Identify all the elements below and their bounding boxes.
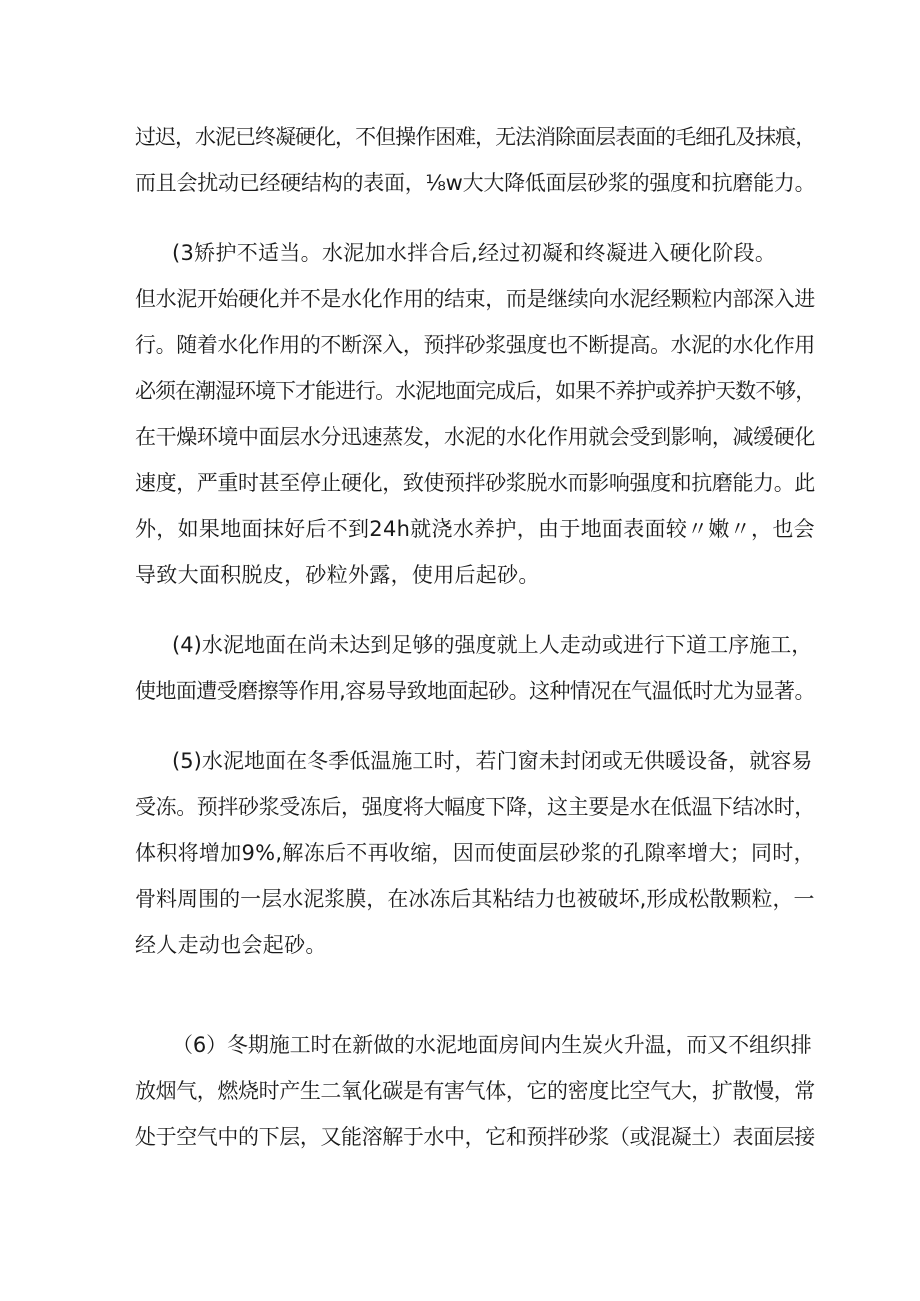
paragraph-3-line-1: (4)水泥地面在尚未达到足够的强度就上人走动或进行下道工序施工，	[172, 633, 813, 657]
paragraph-4-line-1: (5)水泥地面在冬季低温施工时，若门窗未封闭或无供暖设备，就容易	[172, 749, 813, 773]
paragraph-3-line-2: 使地面遭受磨擦等作用,容易导致地面起砂。这种情况在气温低时尤为显著。	[135, 679, 815, 703]
paragraph-2-line-2: 但水泥开始硬化并不是水化作用的结束，而是继续向水泥经颗粒内部深入进	[135, 287, 815, 311]
paragraph-1-line-2: 而且会扰动已经硬结构的表面，⅛w大大降低面层砂浆的强度和抗磨能力。	[135, 171, 816, 195]
paragraph-2-line-8: 导致大面积脱皮，砂粒外露，使用后起砂。	[135, 563, 540, 587]
paragraph-4-line-4: 骨料周围的一层水泥浆膜，在冰冻后其粘结力也被破坏,形成松散颗粒，一	[135, 887, 815, 911]
paragraph-4-line-5: 经人走动也会起砂。	[135, 933, 327, 957]
paragraph-2-line-3: 行。随着水化作用的不断深入，预拌砂浆强度也不断提高。水泥的水化作用	[135, 333, 815, 357]
paragraph-2-line-5: 在干燥环境中面层水分迅速蒸发，水泥的水化作用就会受到影响，减缓硬化	[135, 425, 815, 449]
paragraph-2-line-6: 速度，严重时甚至停止硬化，致使预拌砂浆脱水而影响强度和抗磨能力。此	[135, 471, 815, 495]
paragraph-2-line-7: 外，如果地面抹好后不到24h就浇水养护，由于地面表面较〃嫩〃，也会	[135, 517, 815, 541]
paragraph-1-line-1: 过迟，水泥已终凝硬化，不但操作困难，无法消除面层表面的毛细孔及抹痕，	[135, 125, 816, 149]
paragraph-2-line-4: 必须在潮湿环境下才能进行。水泥地面完成后，如果不养护或养护天数不够，	[135, 379, 816, 403]
paragraph-5-line-3: 处于空气中的下层，又能溶解于水中，它和预拌砂浆（或混凝土）表面层接	[135, 1125, 815, 1149]
paragraph-5-line-1: （6）冬期施工时在新做的水泥地面房间内生炭火升温，而又不组织排	[172, 1033, 812, 1057]
paragraph-5-line-2: 放烟气，燃烧时产生二氧化碳是有害气体，它的密度比空气大，扩散慢，常	[135, 1079, 815, 1103]
paragraph-4-line-3: 体积将增加9%,解冻后不再收缩，因而使面层砂浆的孔隙率增大；同时，	[135, 841, 815, 865]
paragraph-2-line-1: (3矫护不适当。水泥加水拌合后,经过初凝和终凝进入硬化阶段。	[172, 241, 777, 265]
paragraph-4-line-2: 受冻。预拌砂浆受冻后，强度将大幅度下降，这主要是水在低温下结冰时，	[135, 795, 815, 819]
